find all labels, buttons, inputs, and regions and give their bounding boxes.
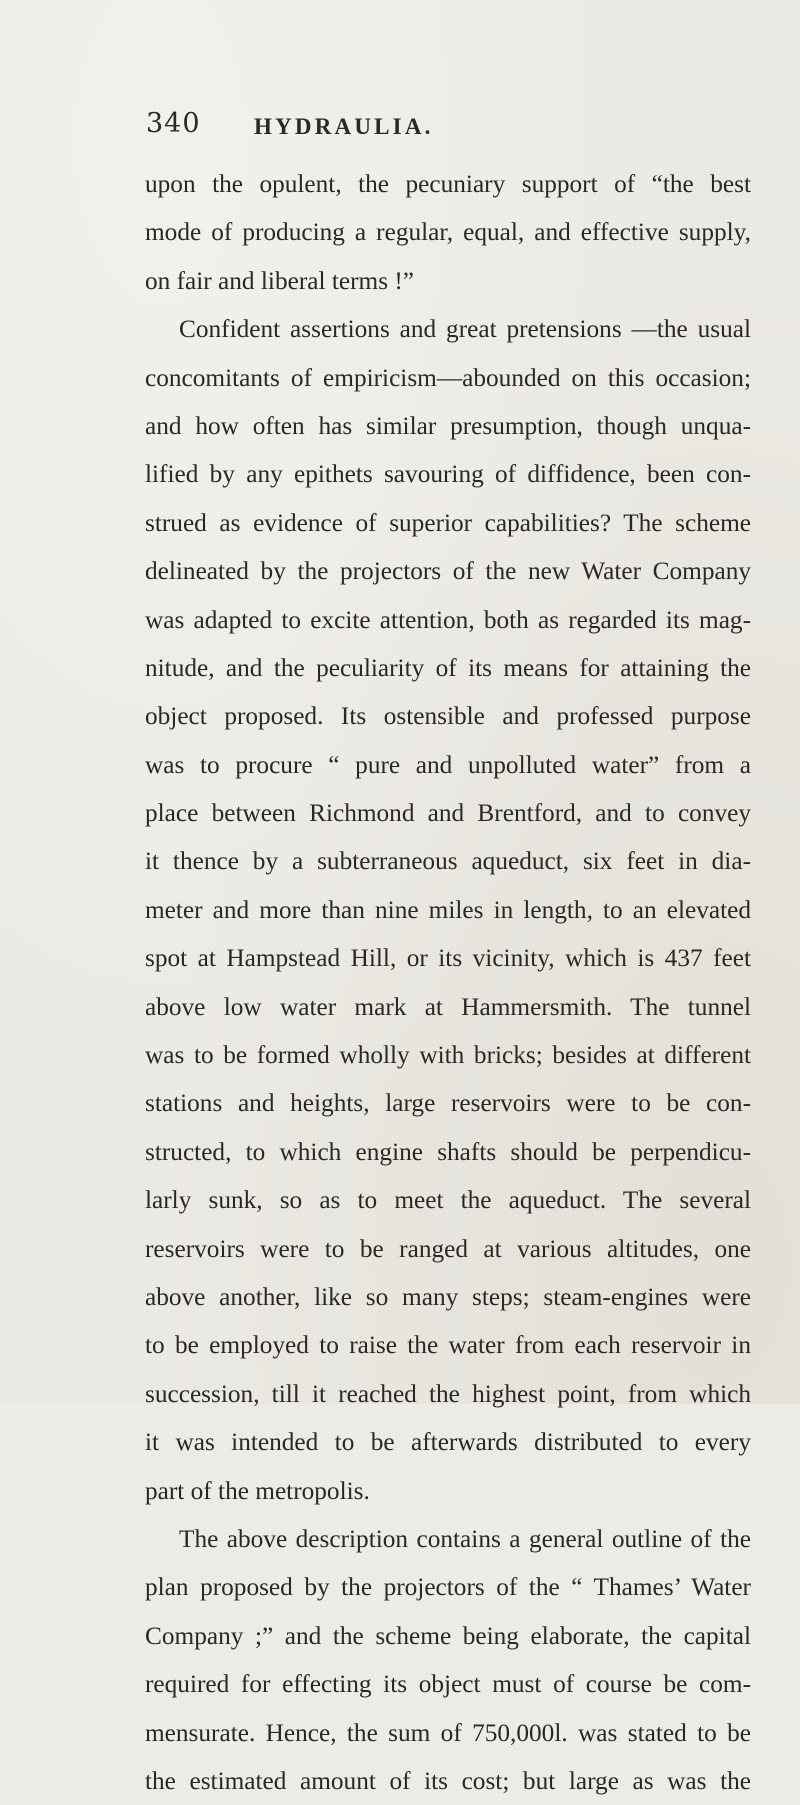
page-header (146, 108, 746, 148)
text-line: upon the opulent, the pecuniary support of “the best (145, 170, 751, 198)
text-line: mode of producing a regular, equal, and effective supply, (145, 218, 751, 247)
running-head: HYDRAULIA. (254, 114, 434, 139)
page-number: 340 (146, 108, 201, 139)
text-line: was to procure “ pure and unpolluted water” from a (145, 750, 751, 779)
text-line: it thence by a subterraneous aqueduct, six feet in dia- (145, 847, 751, 876)
text-line: nitude, and the peculiarity of its means for attaining the (145, 653, 751, 682)
text-line: larly sunk, so as to meet the aqueduct. The several (145, 1186, 751, 1215)
text-line: The above description contains a general outline of the (179, 1524, 751, 1553)
body-text (145, 160, 751, 1805)
text-line: was adapted to excite attention, both as regarded its mag- (145, 605, 751, 634)
text-line: above another, like so many steps; steam-engines were (145, 1282, 751, 1311)
text-line: on fair and liberal terms !” (145, 266, 415, 295)
text-line: structed, to which engine shafts should be perpendicu- (145, 1137, 751, 1166)
text-line: reservoirs were to be ranged at various altitudes, one (145, 1234, 751, 1263)
text-line: mensurate. Hence, the sum of 750,000l. was stated to be (145, 1718, 751, 1747)
text-line: object proposed. Its ostensible and professed purpose (145, 702, 751, 731)
text-line: it was intended to be afterwards distributed to every (145, 1428, 751, 1457)
text-line: was to be formed wholly with bricks; besides at different (145, 1041, 751, 1070)
text-line: plan proposed by the projectors of the “ Thames’ Water (145, 1573, 751, 1602)
text-line: concomitants of empiricism—abounded on this occasion; (145, 363, 751, 392)
text-line: above low water mark at Hammersmith. The tunnel (145, 992, 751, 1021)
text-line: delineated by the projectors of the new Water Company (145, 557, 751, 586)
text-line: place between Richmond and Brentford, and to convey (145, 799, 751, 828)
text-line: stations and heights, large reservoirs were to be con- (145, 1089, 751, 1118)
text-line: succession, till it reached the highest point, from which (145, 1379, 751, 1408)
text-line: to be employed to raise the water from each reservoir in (145, 1331, 751, 1360)
text-line: Confident assertions and great pretensions —the usual (179, 315, 751, 344)
text-line: strued as evidence of superior capabilities? The scheme (145, 508, 751, 537)
text-line: spot at Hampstead Hill, or its vicinity, which is 437 feet (145, 944, 751, 973)
text-line: meter and more than nine miles in length, to an elevated (145, 895, 751, 924)
text-line: part of the metropolis. (145, 1476, 370, 1505)
text-line: the estimated amount of its cost; but large as was the (145, 1766, 751, 1795)
text-line: Company ;” and the scheme being elaborate, the capital (145, 1621, 751, 1650)
text-line: lified by any epithets savouring of diffidence, been con- (145, 460, 751, 489)
text-line: and how often has similar presumption, though unqua- (145, 411, 751, 440)
text-line: required for effecting its object must of course be com- (145, 1670, 751, 1699)
